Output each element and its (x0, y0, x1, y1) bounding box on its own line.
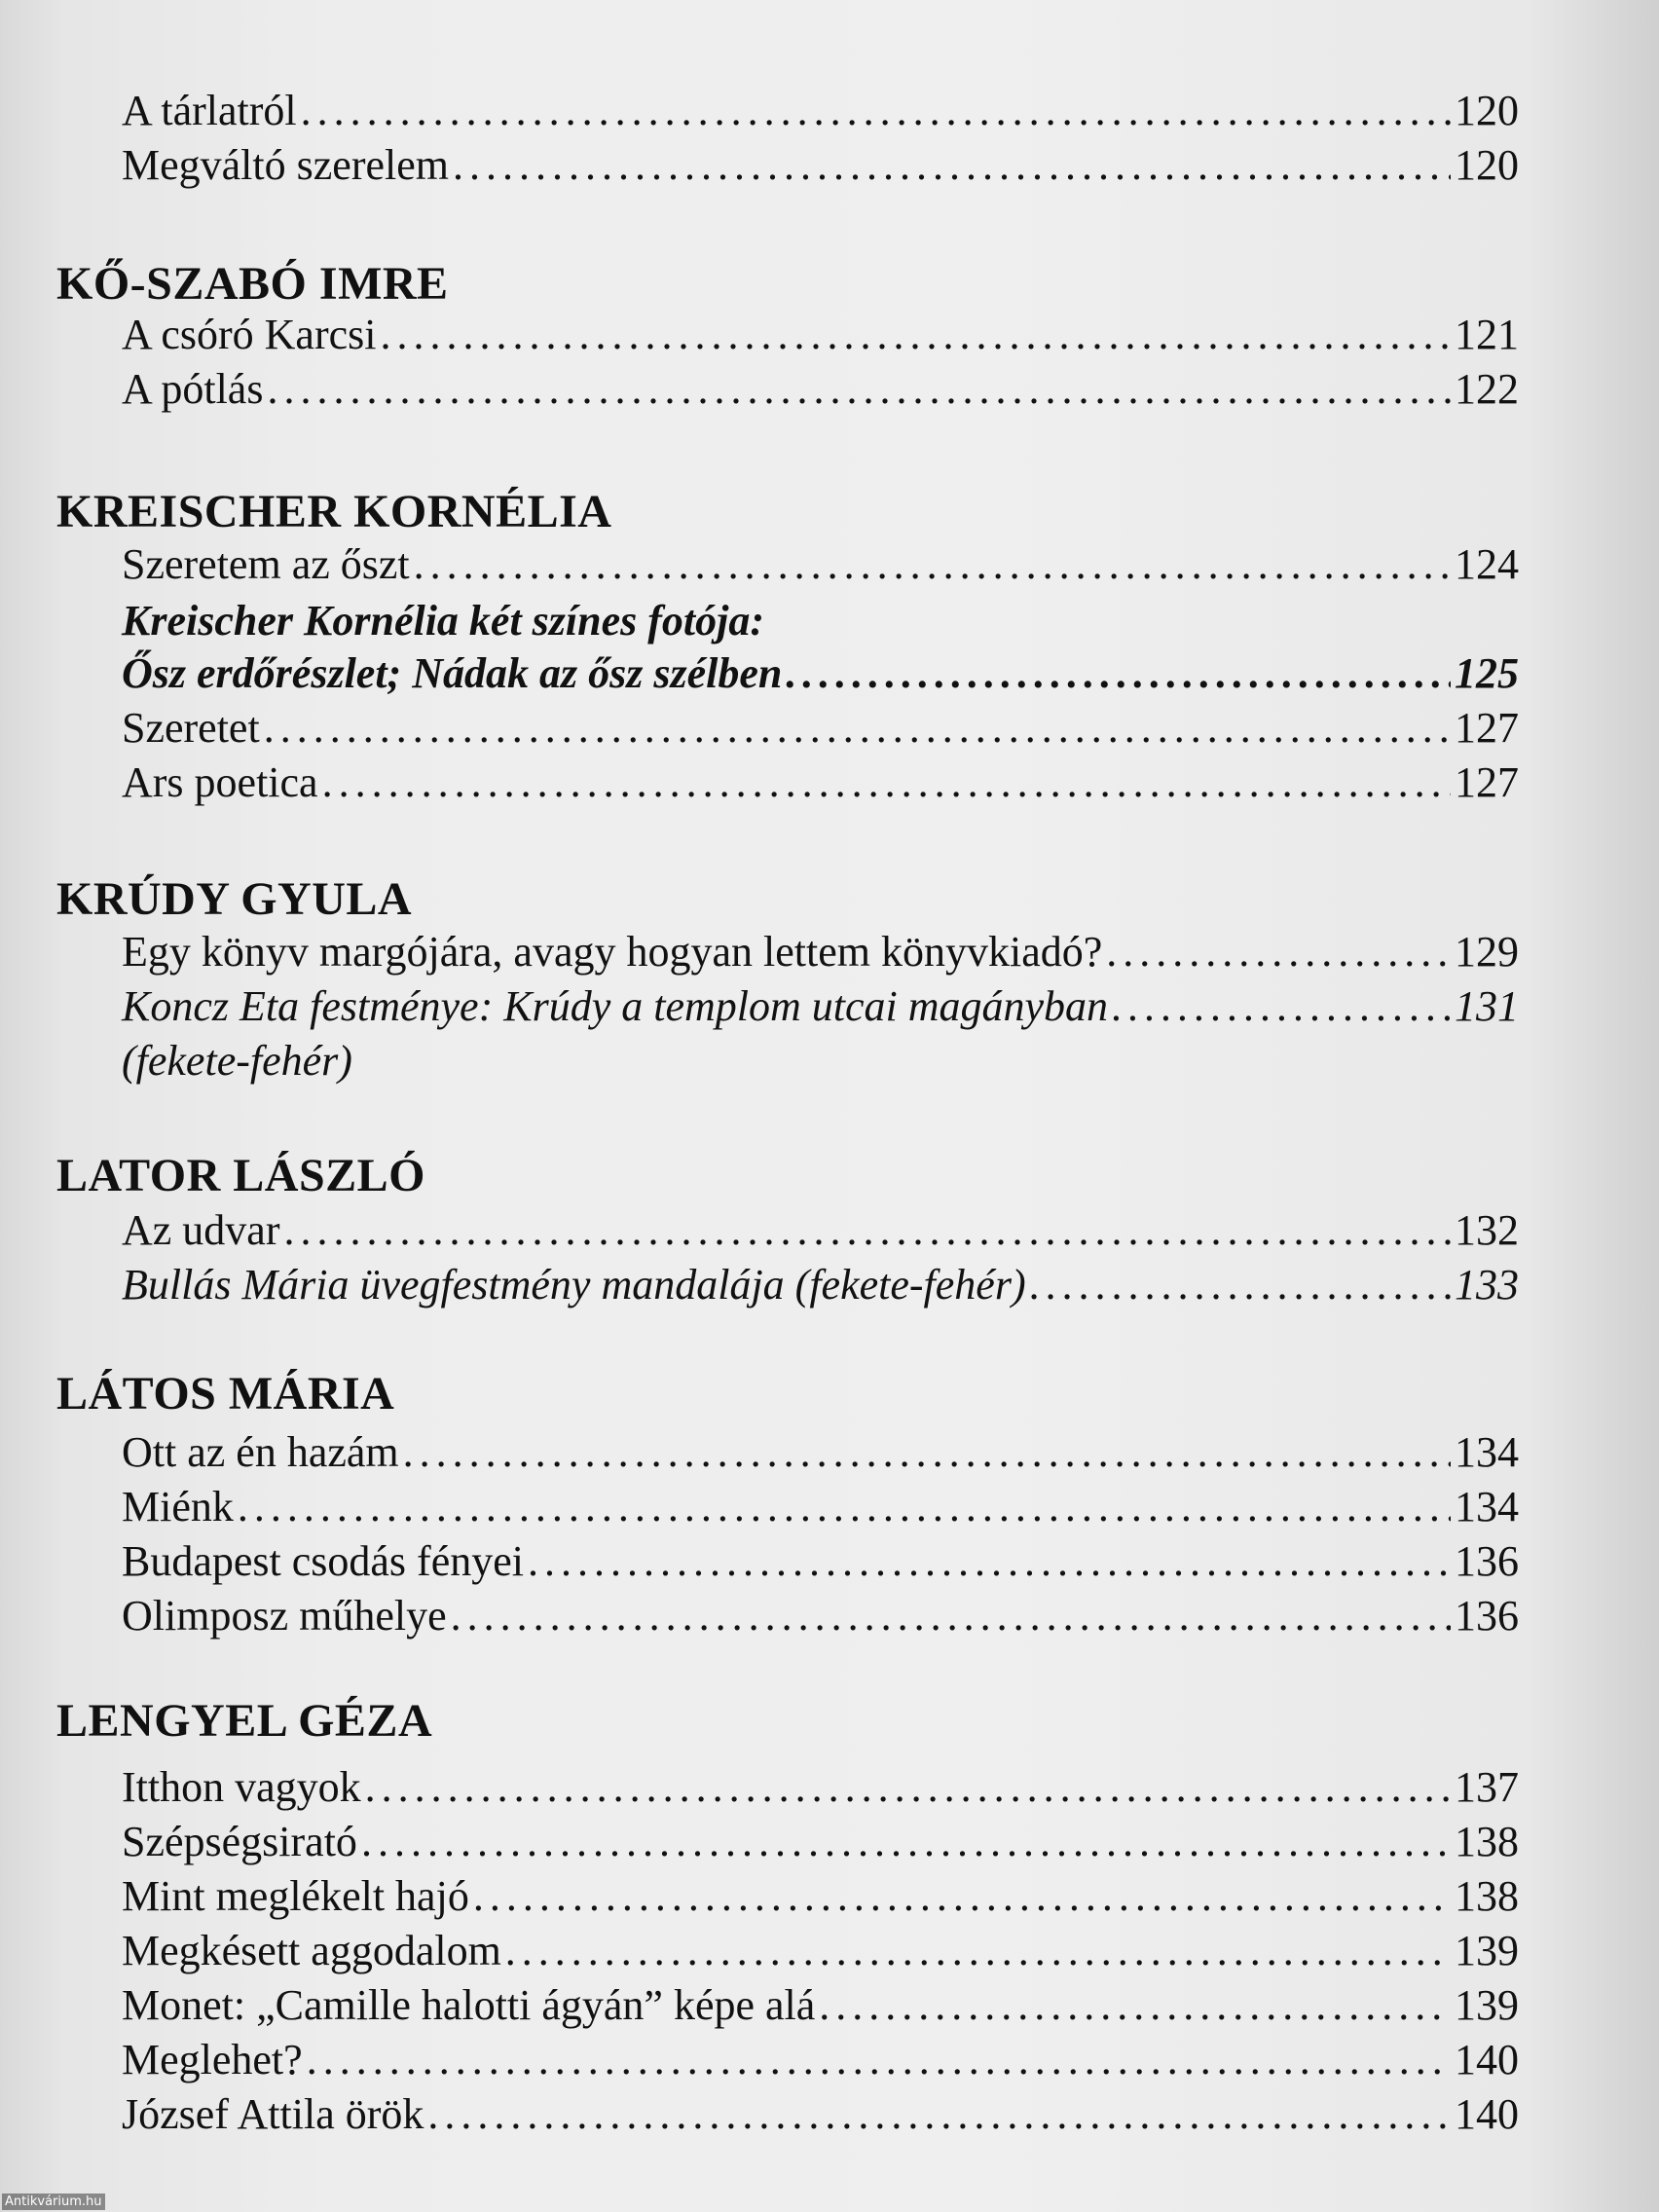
entry-page-number: 127 (1455, 704, 1519, 752)
dot-leader (1030, 1260, 1451, 1310)
toc-entry (122, 1591, 1519, 1641)
dot-leader (238, 1482, 1451, 1532)
toc-entry (122, 364, 1519, 415)
entry-page-number: 124 (1455, 540, 1519, 588)
dot-leader (427, 2089, 1451, 2140)
entry-title: Bullás Mária üvegfestmény mandalája (fekete-fehér) (122, 1261, 1026, 1309)
entry-title: Az udvar (122, 1206, 280, 1254)
entry-title: Ősz erdőrészlet; Nádak az ősz szélben (122, 649, 783, 697)
entry-page-number: 134 (1455, 1428, 1519, 1476)
toc-entry (122, 927, 1519, 977)
entry-title: Itthon vagyok (122, 1763, 361, 1811)
dot-leader (1112, 981, 1451, 1032)
toc-entry (122, 1536, 1519, 1587)
dot-leader (322, 757, 1451, 808)
toc-entry (122, 1205, 1519, 1256)
entry-title: A tárlatról (122, 87, 297, 134)
entry-page-number: 122 (1455, 365, 1519, 413)
entry-page-number: 120 (1455, 141, 1519, 189)
entry-page-number: 139 (1455, 1981, 1519, 2029)
entry-title: Szépségsirató (122, 1818, 357, 1865)
author-heading: LÁTOS MÁRIA (56, 1368, 395, 1419)
dot-leader (264, 703, 1451, 754)
toc-entry (122, 648, 1519, 699)
toc-entry (122, 1926, 1519, 1976)
dot-leader (267, 364, 1451, 415)
toc-entry (122, 757, 1519, 808)
entry-title: Megváltó szerelem (122, 141, 449, 189)
toc-entry (122, 1817, 1519, 1867)
toc-entry (122, 539, 1519, 590)
entry-title: Budapest csodás fényei (122, 1537, 524, 1585)
toc-entry (122, 703, 1519, 754)
dot-leader (473, 1871, 1451, 1922)
dot-leader (361, 1817, 1451, 1867)
toc-entry (122, 1482, 1519, 1532)
author-heading: KREISCHER KORNÉLIA (56, 486, 612, 537)
dot-leader (301, 86, 1451, 136)
entry-title: Szeretem az őszt (122, 540, 410, 588)
toc-entry (122, 140, 1519, 191)
dot-leader (453, 140, 1451, 191)
entry-page-number: 125 (1455, 649, 1519, 697)
entry-title: Mint meglékelt hajó (122, 1872, 469, 1920)
entry-page-number: 127 (1455, 758, 1519, 806)
entry-title: Monet: „Camille halotti ágyán” képe alá (122, 1981, 816, 2029)
entry-title-line: (fekete-fehér) (122, 1037, 352, 1085)
toc-entry (122, 1427, 1519, 1478)
author-heading: KŐ-SZABÓ IMRE (56, 258, 449, 310)
dot-leader (528, 1536, 1451, 1587)
entry-page-number: 140 (1455, 2090, 1519, 2138)
entry-title: A csóró Karcsi (122, 311, 377, 358)
dot-leader (505, 1926, 1451, 1976)
toc-entry (122, 86, 1519, 136)
dot-leader (414, 539, 1451, 590)
dot-leader (451, 1591, 1451, 1641)
entry-title: Olimposz műhelye (122, 1592, 447, 1640)
entry-page-number: 121 (1455, 311, 1519, 358)
entry-page-number: 136 (1455, 1537, 1519, 1585)
dot-leader (819, 1980, 1451, 2031)
toc-entry (122, 1762, 1519, 1813)
dot-leader (365, 1762, 1451, 1813)
entry-title: A pótlás (122, 365, 264, 413)
author-heading: KRÚDY GYULA (56, 873, 413, 925)
entry-title: Megkésett aggodalom (122, 1927, 501, 1974)
dot-leader (786, 648, 1451, 699)
entry-title-line: Kreischer Kornélia két színes fotója: (122, 597, 765, 645)
entry-title: Szeretet (122, 704, 260, 752)
toc-entry (122, 981, 1519, 1032)
entry-title: Koncz Eta festménye: Krúdy a templom utcai magányban (122, 982, 1109, 1030)
entry-title: Meglehet? (122, 2036, 303, 2083)
entry-page-number: 133 (1455, 1261, 1519, 1309)
entry-title: Miénk (122, 1483, 234, 1530)
dot-leader (307, 2035, 1451, 2085)
toc-entry (122, 1260, 1519, 1310)
toc-entry (122, 2089, 1519, 2140)
dot-leader (403, 1427, 1451, 1478)
entry-page-number: 129 (1455, 928, 1519, 976)
entry-title: Ars poetica (122, 758, 318, 806)
entry-page-number: 139 (1455, 1927, 1519, 1974)
dot-leader (381, 310, 1452, 360)
toc-entry (122, 1871, 1519, 1922)
entry-page-number: 132 (1455, 1206, 1519, 1254)
author-heading: LATOR LÁSZLÓ (56, 1150, 426, 1201)
toc-entry (122, 1980, 1519, 2031)
toc-entry (122, 310, 1519, 360)
entry-title: József Attila örök (122, 2090, 424, 2138)
author-heading: LENGYEL GÉZA (56, 1695, 433, 1747)
entry-page-number: 138 (1455, 1872, 1519, 1920)
toc-entry (122, 2035, 1519, 2085)
entry-title: Ott az én hazám (122, 1428, 399, 1476)
entry-page-number: 140 (1455, 2036, 1519, 2083)
entry-page-number: 137 (1455, 1763, 1519, 1811)
dot-leader (284, 1205, 1452, 1256)
entry-page-number: 138 (1455, 1818, 1519, 1865)
entry-page-number: 136 (1455, 1592, 1519, 1640)
entry-title: Egy könyv margójára, avagy hogyan lettem könyvkiadó? (122, 928, 1103, 976)
dot-leader (1106, 927, 1451, 977)
entry-page-number: 120 (1455, 87, 1519, 134)
watermark-label: Antikvárium.hu (2, 2194, 105, 2210)
entry-page-number: 134 (1455, 1483, 1519, 1530)
entry-page-number: 131 (1455, 982, 1519, 1030)
